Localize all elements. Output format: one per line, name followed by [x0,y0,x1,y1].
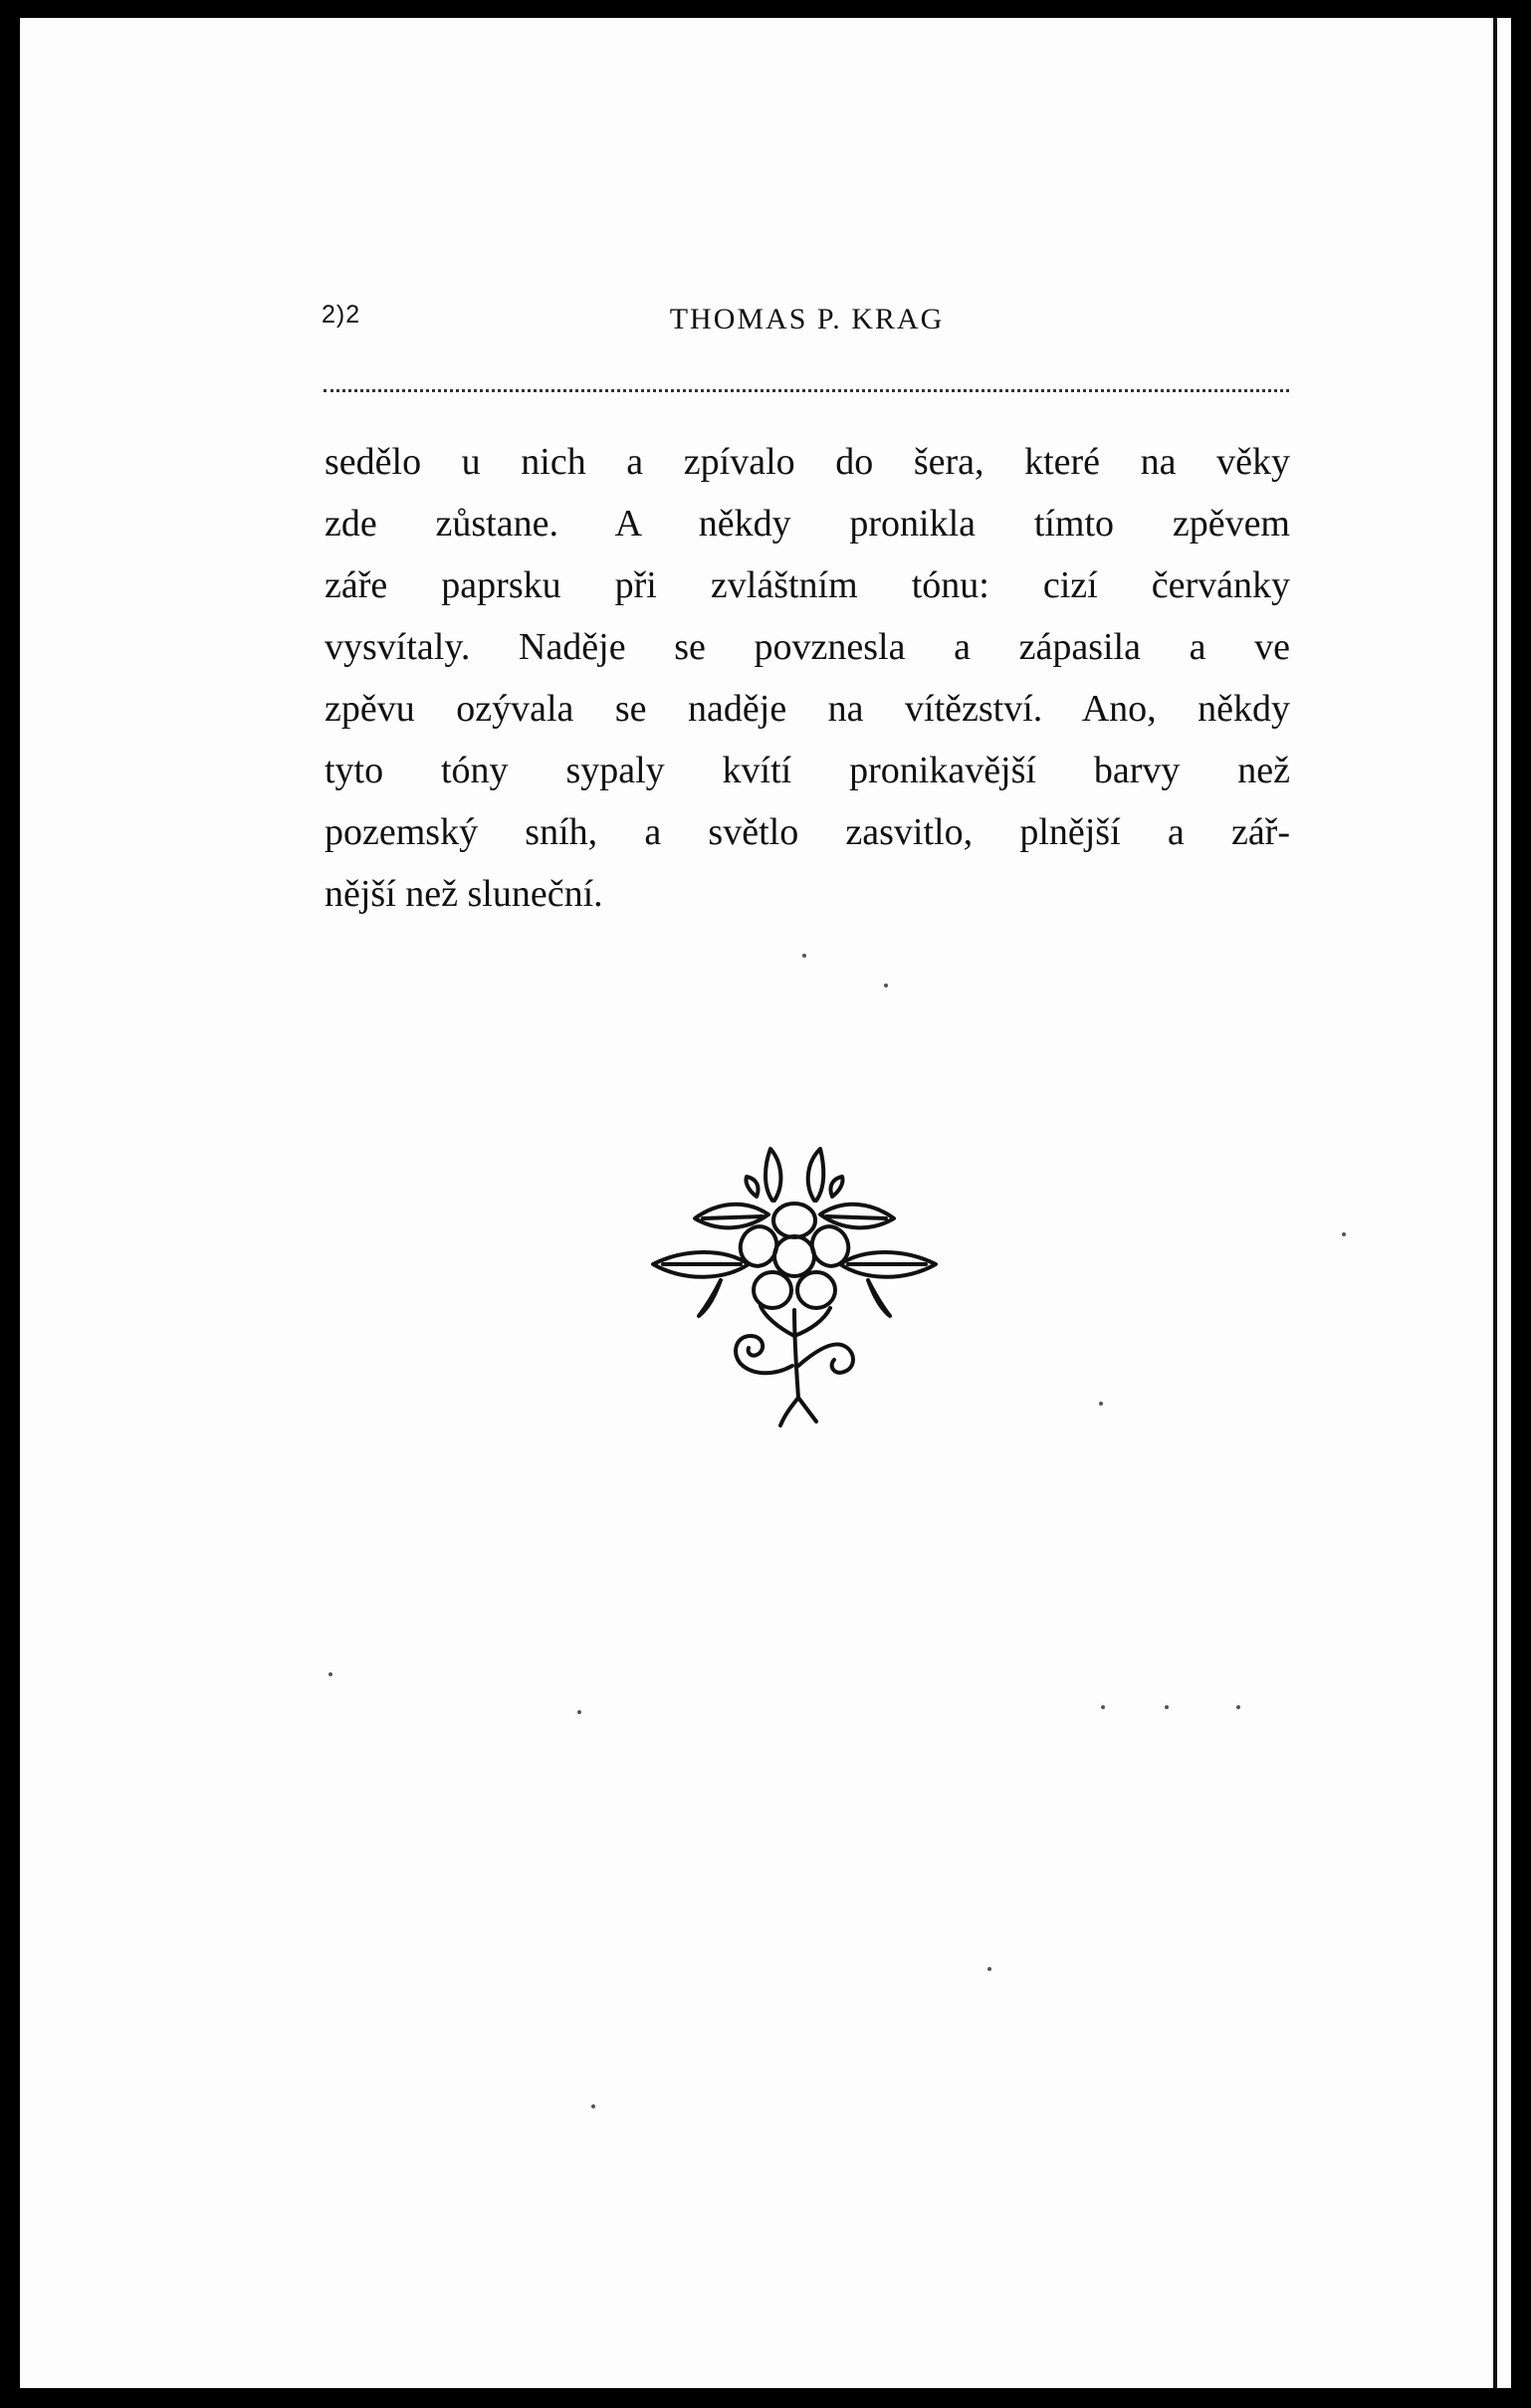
print-speck [328,1672,332,1676]
text-line: sedělo u nich a zpívalo do šera, které na věky [325,441,1290,483]
print-speck [1099,1402,1103,1406]
print-speck [577,1710,581,1714]
print-speck [1165,1705,1169,1709]
text-line: záře paprsku při zvláštním tónu: cizí červánky [325,564,1290,606]
floral-vignette-icon [645,1141,944,1429]
text-line: zde zůstane. A někdy pronikla tímto zpěvem [325,503,1290,545]
text-line: zpěvu ozývala se naděje na vítězství. Ano, někdy [325,688,1290,730]
print-speck [802,954,806,958]
text-line: tyto tóny sypaly kvítí pronikavější barvy než [325,750,1290,791]
book-page [20,18,1511,2388]
header-rule [324,389,1289,392]
text-line: vysvítaly. Naděje se povznesla a zápasila a ve [325,626,1290,668]
body-paragraph [325,431,1290,925]
print-speck [987,1967,991,1971]
text-line: nější než sluneční. [325,873,603,915]
page-edge [1493,18,1511,2388]
print-speck [884,984,888,987]
text-line: pozemský sníh, a světlo zasvitlo, plnější a zář- [325,811,1290,853]
print-speck [1236,1705,1240,1709]
running-title: THOMAS P. KRAG [669,303,945,335]
print-speck [1342,1232,1346,1236]
print-speck [1101,1705,1105,1709]
page-header [322,283,1292,342]
print-speck [591,2104,595,2108]
page-number: 2)2 [322,301,361,328]
